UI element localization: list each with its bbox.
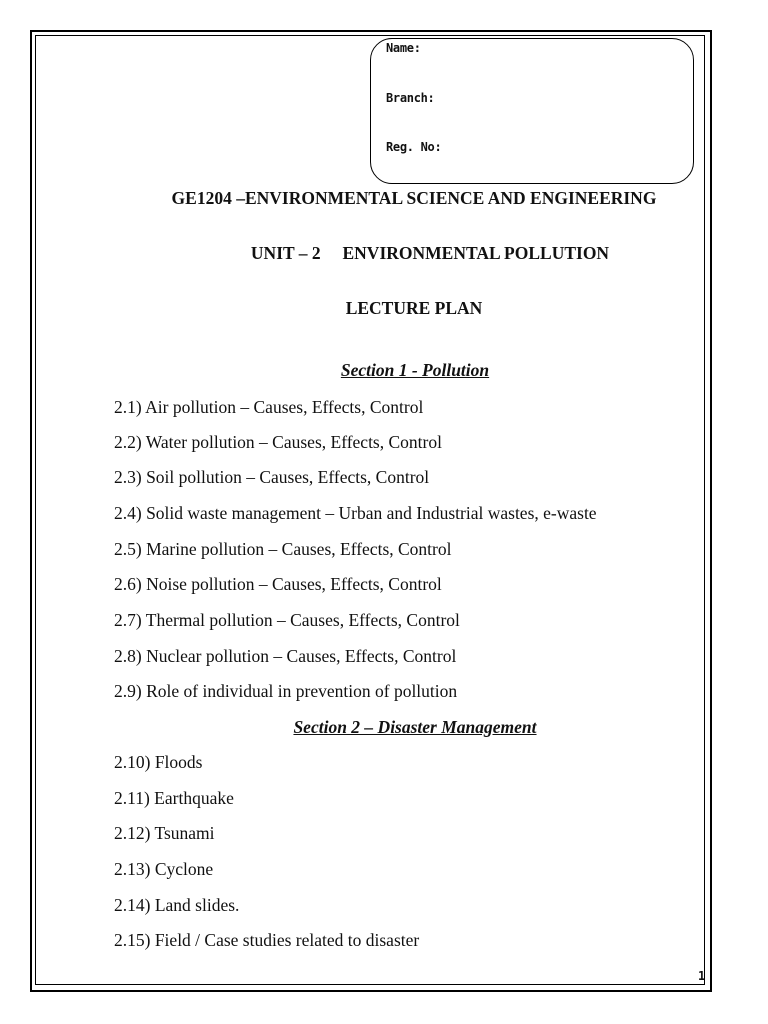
list-item: 2.13) Cyclone (114, 859, 214, 879)
name-label: Name: (386, 41, 421, 55)
list-item: 2.1) Air pollution – Causes, Effects, Control (114, 397, 424, 417)
list-item: 2.14) Land slides. (114, 895, 240, 915)
list-item: 2.2) Water pollution – Causes, Effects, Control (114, 432, 442, 452)
branch-label: Branch: (386, 91, 435, 105)
list-item: 2.15) Field / Case studies related to disaster (114, 930, 420, 950)
lecture-plan-heading: LECTURE PLAN (345, 298, 483, 318)
section-2-heading: Section 2 – Disaster Management (293, 717, 537, 737)
section-1-heading: Section 1 - Pollution (340, 360, 490, 380)
page-number: 1 (698, 969, 706, 983)
unit-title: UNIT – 2 ENVIRONMENTAL POLLUTION (250, 243, 610, 263)
regno-label: Reg. No: (386, 140, 442, 154)
list-item: 2.11) Earthquake (114, 788, 234, 808)
list-item: 2.8) Nuclear pollution – Causes, Effects, Control (114, 646, 457, 666)
student-info-box (370, 38, 694, 184)
list-item: 2.6) Noise pollution – Causes, Effects, Control (114, 574, 442, 594)
list-item: 2.3) Soil pollution – Causes, Effects, Control (114, 467, 430, 487)
list-item: 2.10) Floods (114, 752, 203, 772)
list-item: 2.5) Marine pollution – Causes, Effects, Control (114, 539, 452, 559)
list-item: 2.12) Tsunami (114, 823, 215, 843)
list-item: 2.7) Thermal pollution – Causes, Effects, Control (114, 610, 460, 630)
list-item: 2.4) Solid waste management – Urban and Industrial wastes, e-waste (114, 503, 597, 523)
list-item: 2.9) Role of individual in prevention of pollution (114, 681, 458, 701)
course-title: GE1204 –ENVIRONMENTAL SCIENCE AND ENGINEERING (171, 188, 657, 208)
